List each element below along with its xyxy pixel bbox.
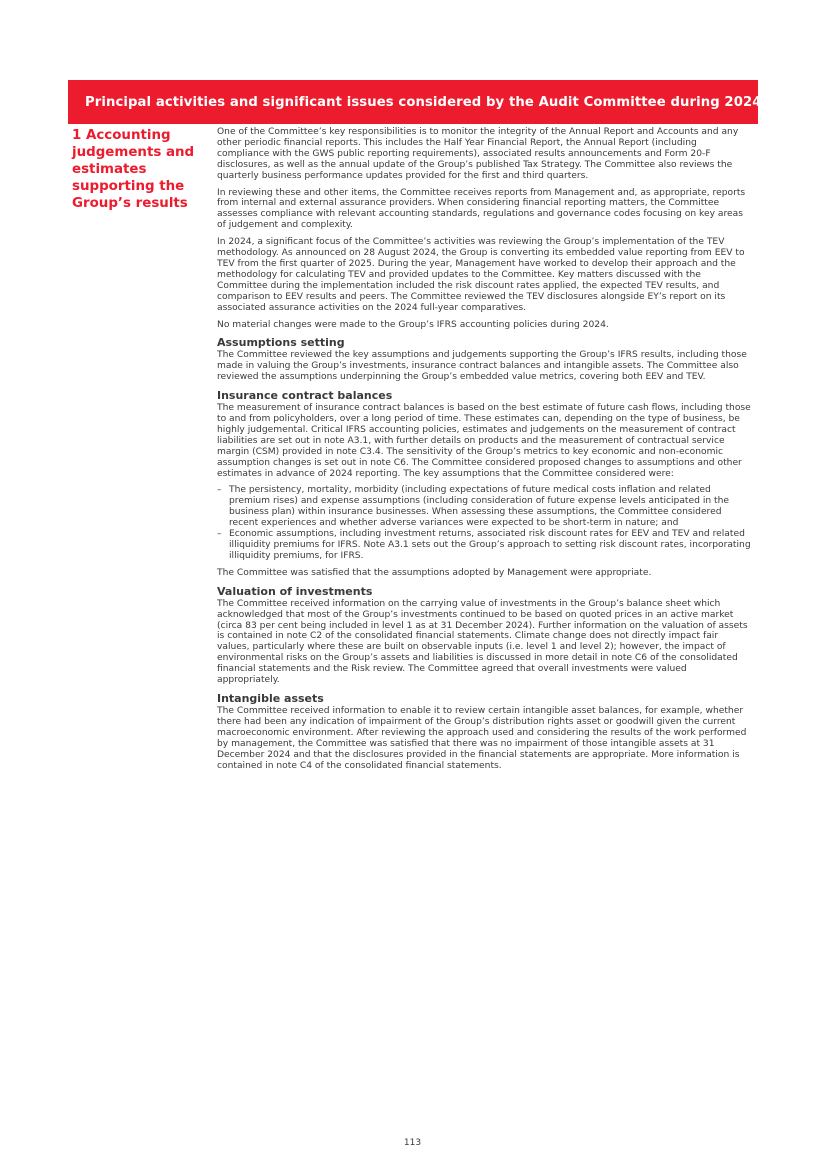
insurance-bullet-list xyxy=(217,485,751,561)
section-banner xyxy=(68,80,762,124)
valuation-heading: Valuation of investments xyxy=(217,584,373,598)
intangible-heading: Intangible assets xyxy=(217,691,324,705)
list-item: – The persistency, mortality, morbidity (including expectations of future medical costs inflation and related premium rises) and expense assumptions (including consideration of future expense levels anticipated in the business plan) within insurance businesses. When assessing these assumptions, the Committee considered recent experiences and whether adverse variances were expected to be short-term in nature; and xyxy=(217,485,751,529)
intro-paragraph: No material changes were made to the Group’s IFRS accounting policies during 2024. xyxy=(217,319,609,330)
insurance-text: The measurement of insurance contract balances is based on the best estimate of future cash flows, including those to and from policyholders, over a long period of time. These estimates can, depending on the type of business, be highly judgemental. Critical IFRS accounting policies, estimates and judgements on the measurement of contract liabilities are set out in note A3.1, with further details on products and the measurement of contractual service margin (CSM) provided in note C3.4. The sensitivity of the Group’s metrics to key economic and non-economic assumption changes is set out in note C6. The Committee considered proposed changes to assumptions and other estimates in advance of 2024 reporting. The key assumptions that the Committee considered were: xyxy=(217,403,751,479)
valuation-text: The Committee received information on the carrying value of investments in the Group’s balance sheet which acknowledged that most of the Group’s investments continued to be based on quoted prices in an active market (circa 83 per cent being included in level 1 as at 31 December 2024). Further information on the valuation of assets is contained in note C2 of the consolidated financial statements. Climate change does not directly impact fair values, particularly where these are built on observable inputs (i.e. level 1 and level 2); however, the impact of environmental risks on the Group’s assets and liabilities is discussed in more detail in note C6 of the consolidated financial statements and the Risk review. The Committee agreed that overall investments were valued appropriately. xyxy=(217,598,748,686)
insurance-conclusion: The Committee was satisfied that the assumptions adopted by Management were appropriate. xyxy=(217,567,652,578)
intro-paragraph: One of the Committee’s key responsibilities is to monitor the integrity of the Annual Report and Accounts and any other periodic financial reports. This includes the Half Year Financial Report, the Annual Report (including compliance with the GWS public reporting requirements), associated results announcements and Form 20-F disclosures, as well as the annual update of the Group’s published Tax Strategy. The Committee also reviews the quarterly business performance updates provided for the first and third quarters. xyxy=(217,127,739,181)
intangible-text: The Committee received information to enable it to review certain intangible asset balances, for example, whether there had been any indication of impairment of the Group’s distribution rights asset or goodwill given the current macroeconomic environment. After reviewing the approach used and considering the results of the work performed by management, the Committee was satisfied that there was no impairment of those intangible assets at 31 December 2024 and that the disclosures provided in the financial statements are appropriate. More information is contained in note C4 of the consolidated financial statements. xyxy=(217,705,747,771)
intro-paragraph: In 2024, a significant focus of the Committee’s activities was reviewing the Group’s implementation of the TEV methodology. As announced on 28 August 2024, the Group is converting its embedded value reporting from EEV to TEV from the first quarter of 2025. During the year, Management have worked to develop their approach and the methodology for calculating TEV and provided updates to the Committee. Key matters discussed with the Committee during the implementation included the risk discount rates applied, the expected TEV results, and comparison to EEV results and peers. The Committee reviewed the TEV disclosures alongside EY’s report on its associated assurance activities on the 2024 full-year comparatives. xyxy=(217,237,745,313)
assumptions-heading: Assumptions setting xyxy=(217,336,345,350)
banner-title: Principal activities and significant issues considered by the Audit Committee during 2024 xyxy=(85,94,762,110)
list-item: – Economic assumptions, including investment returns, associated risk discount rates for EEV and TEV and related illiquidity premiums for IFRS. Note A3.1 sets out the Group’s approach to setting risk discount rates, incorporating illiquidity premiums, for IFRS. xyxy=(217,529,751,562)
insurance-heading: Insurance contract balances xyxy=(217,389,393,403)
intro-paragraph: In reviewing these and other items, the Committee receives reports from Management and, as appropriate, reports from internal and external assurance providers. When considering financial reporting matters, the Committee assesses compliance with relevant accounting standards, regulations and governance codes focusing on key areas of judgement and complexity. xyxy=(217,187,746,231)
side-title: 1 Accounting judgements and estimates supporting the Group’s results xyxy=(72,128,195,211)
main-content xyxy=(217,127,751,777)
page-number: 113 xyxy=(403,1138,422,1148)
assumptions-text: The Committee reviewed the key assumptions and judgements supporting the Group’s IFRS results, including those made in valuing the Group’s investments, insurance contract balances and intangible assets. The Committee also reviewed the assumptions underpinning the Group’s embedded value metrics, covering both EEV and TEV. xyxy=(217,350,747,383)
